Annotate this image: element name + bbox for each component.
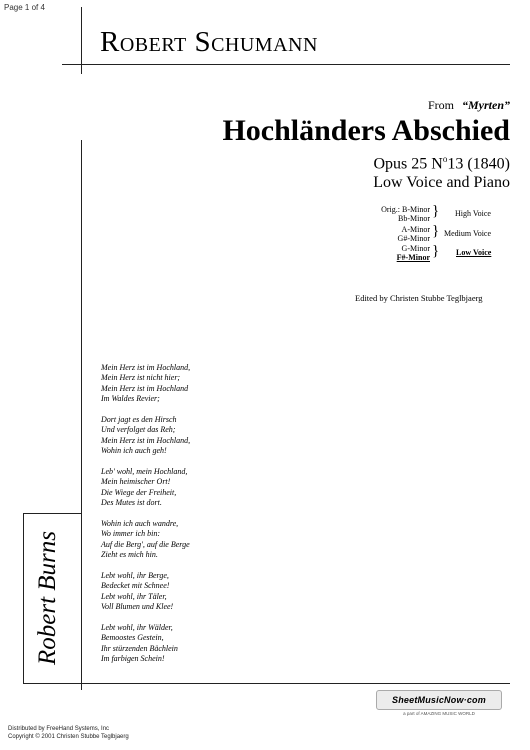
header-horizontal-rule (62, 64, 510, 65)
poem-line: Mein Herz ist im Hochland, (101, 363, 191, 372)
publisher-logo[interactable]: SheetMusicNow·com (376, 690, 502, 710)
key-row: Bb-Minor (398, 214, 430, 223)
poem-line: Und verfolget das Reh; (101, 425, 176, 435)
poem-stanza (101, 571, 190, 613)
poet-box (23, 513, 73, 683)
footer-distributed: Distributed by FreeHand Systems, Inc (8, 726, 110, 732)
poem-line: Mein heimischer Ort! (101, 477, 171, 487)
poem-line: Des Mutes ist dort. (101, 498, 162, 508)
poem-line: Mein Herz ist im Hochland, (101, 435, 191, 445)
poem-line: Wohin ich auch wandre, (101, 519, 179, 529)
poem-line: Dort jagt es den Hirsch (101, 415, 177, 425)
left-vertical-rule (81, 140, 82, 690)
voice-label-medium: Medium Voice (444, 229, 492, 238)
voicing-line: Low Voice and Piano (373, 174, 510, 191)
opus-line (374, 154, 511, 173)
from-line (428, 98, 510, 113)
poem-line: Bedecket mit Schnee! (101, 581, 170, 591)
poem-line: Voll Blumen und Klee! (101, 602, 174, 612)
poem-line: Lebt wohl, ihr Täler, (101, 591, 167, 601)
poem-stanza (101, 363, 190, 405)
poem-line: Ihr stürzenden Bächlein (101, 643, 178, 653)
poem-line: Leb' wohl, mein Hochland, (101, 467, 188, 477)
opus-suffix: 13 (1840) (447, 155, 510, 173)
brace-high: } (432, 203, 440, 219)
key-row: A-Minor (401, 225, 430, 234)
brace-low: } (432, 243, 440, 259)
poem-line: Bemoostes Gestein, (101, 633, 164, 643)
brace-medium: } (432, 223, 440, 239)
footer-copyright: Copyright © 2001 Christen Stubbe Teglbjaerg (8, 733, 129, 740)
opus-prefix: Opus 25 N (373, 155, 443, 173)
page-number: Page 1 of 4 (4, 3, 45, 12)
poem-line: Im Waldes Revier; (101, 394, 160, 404)
key-row: G-Minor (401, 244, 430, 253)
editor-credit: Edited by Christen Stubbe Teglbjaerg (355, 293, 483, 303)
poem-stanza (101, 519, 190, 561)
poem-stanza (101, 623, 190, 665)
voice-label-high: High Voice (455, 209, 491, 218)
poem-line: Zieht es mich hin. (101, 550, 158, 560)
voice-label-low: Low Voice (456, 248, 492, 257)
key-row: Orig.: B-Minor (381, 205, 430, 214)
key-row: G#-Minor (397, 234, 430, 243)
poem-text (101, 363, 190, 675)
key-row-selected: F#-Minor (396, 253, 430, 262)
composer-name: Robert Schumann (100, 26, 318, 58)
poem-line: Wohin ich auch geh! (101, 446, 167, 456)
poem-stanza (101, 467, 190, 509)
poem-stanza (101, 415, 190, 457)
opus-sup: o (442, 154, 448, 164)
poet-name: Robert Burns (34, 530, 61, 666)
bottom-horizontal-rule (23, 683, 510, 684)
poem-line: Im farbigen Schein! (101, 654, 165, 664)
poem-line: Die Wiege der Freiheit, (101, 487, 177, 497)
collection-name: “Myrten” (462, 98, 510, 112)
poem-line: Auf die Berg', auf die Berge (101, 539, 190, 549)
poem-line: Lebt wohl, ihr Berge, (101, 571, 169, 581)
song-title: Hochländers Abschied (222, 114, 510, 147)
poem-line: Wo immer ich bin: (101, 529, 161, 539)
poem-line: Mein Herz ist nicht hier; (101, 373, 181, 383)
from-label: From (427, 98, 454, 112)
publisher-logo-tagline: a part of AMAZING MUSIC WORLD (403, 711, 475, 716)
poem-line: Lebt wohl, ihr Wälder, (101, 623, 173, 633)
poem-line: Mein Herz ist im Hochland (101, 383, 189, 393)
footer (8, 726, 129, 741)
